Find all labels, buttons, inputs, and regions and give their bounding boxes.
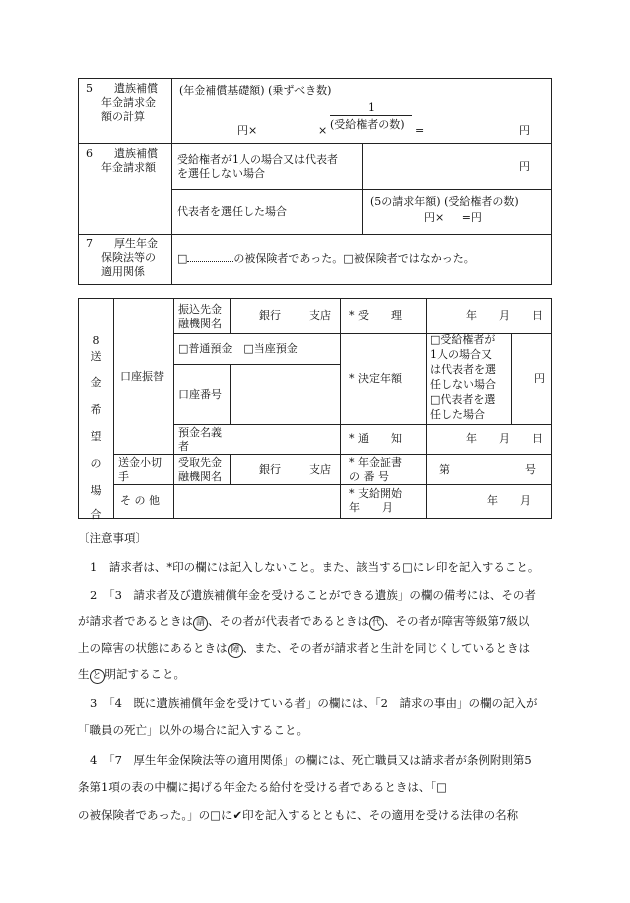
certificate-number-label2: の 番 号 — [349, 470, 389, 483]
t2-col — [230, 364, 231, 424]
deposit-type-options[interactable]: □普通預金 □当座預金 — [178, 342, 298, 355]
t2-row — [173, 364, 340, 365]
single-claimant-line1: 受給権者が1人の場合又は代表者 — [177, 153, 338, 166]
decision-yen: 円 — [534, 372, 545, 385]
note-4-line3: の被保険者であった。」の□に✔印を記入するとともに、その適用を受ける法律の名称 — [78, 808, 519, 822]
calc-header: (年金補償基礎額) (乗ずべき数) — [179, 84, 332, 97]
pension-insurance-statement: □ の被保険者であった。□被保険者ではなかった。 — [177, 252, 475, 265]
receipt-label: * 受 理 — [349, 309, 402, 322]
receipt-date: 年 月 日 — [466, 309, 543, 322]
yen-result: 円 — [519, 124, 530, 137]
circle-mark: 障 — [228, 643, 243, 658]
t2-col — [511, 333, 512, 424]
receiving-bank-label2: 融機関名 — [178, 470, 222, 483]
checkbox-insured[interactable]: □ — [177, 252, 188, 265]
payment-start-label: * 支給開始 — [349, 487, 402, 500]
representative-calc: 円× =円 — [424, 211, 482, 224]
note-2-line3: 上の障害の状態にあるときは 障 、また、その者が請求者と生計を同じくしているときは — [78, 640, 550, 658]
note-1: 1 請求者は、*印の欄には記入しないこと。また、該当する□にレ印を記入すること。 — [90, 560, 540, 574]
t2-col — [426, 298, 427, 519]
payment-start-label2: 年 月 — [349, 501, 393, 514]
table1-col-divider — [171, 78, 172, 285]
remittance-check-label2: 手 — [118, 470, 129, 483]
note-3-line1: 3 「4 既に遺族補償年金を受けている者」の欄には、「2 請求の事由」の欄の記入が — [90, 696, 538, 710]
fraction-numerator: 1 — [368, 101, 375, 114]
notice-date: 年 月 日 — [466, 432, 543, 445]
bank-suffix-2: 銀行 — [259, 463, 281, 476]
law-name-blank[interactable] — [187, 261, 233, 262]
t2-row — [173, 424, 552, 425]
other-label: そ の 他 — [120, 494, 160, 507]
t2-row — [113, 484, 552, 485]
transfer-bank-label2: 融機関名 — [178, 317, 222, 330]
account-number-label: 口座番号 — [178, 388, 222, 401]
account-transfer-label: 口座振替 — [120, 370, 164, 383]
notice-label: * 通 知 — [349, 432, 402, 445]
account-holder-label2: 者 — [178, 440, 189, 453]
certificate-suffix: 号 — [525, 463, 536, 476]
payment-start-date: 年 月 — [487, 494, 531, 507]
t2-col — [230, 454, 231, 484]
t2-col — [230, 298, 231, 333]
table1-row-divider — [78, 143, 552, 144]
receiving-bank-label: 受取先金 — [178, 456, 222, 469]
yen-times: 円× — [237, 124, 258, 137]
note-2-line4: 生 と 明記すること。 — [78, 666, 550, 684]
t2-col — [173, 298, 174, 519]
note-3-line2: 「職員の死亡」以外の場合に記入すること。 — [78, 723, 308, 737]
equals-sign: = — [415, 124, 425, 137]
branch-suffix-2: 支店 — [309, 463, 331, 476]
fraction-denominator: (受給権者の数) — [330, 118, 405, 131]
table1-inner-divider — [362, 143, 363, 234]
times-sign: × — [318, 124, 328, 137]
t2-row — [113, 454, 552, 455]
branch-suffix: 支店 — [309, 309, 331, 322]
single-claimant-line2: を選任しない場合 — [177, 167, 265, 180]
note-2-line1: 2 「3 請求者及び遺族補償年金を受けることができる遺族」の欄の備考には、その者 — [90, 588, 536, 602]
t2-col — [340, 298, 341, 519]
fraction-bar — [330, 115, 412, 116]
notes-title: 〔注意事項〕 — [78, 531, 147, 545]
representative-label: 代表者を選任した場合 — [177, 205, 287, 218]
transfer-bank-label: 振込先金 — [178, 303, 222, 316]
certificate-number-label: * 年金証書 — [349, 456, 402, 469]
bank-suffix: 銀行 — [259, 309, 281, 322]
decision-amount-label: * 決定年額 — [349, 372, 402, 385]
circle-mark: と — [90, 669, 105, 684]
note-4-line1: 4 「7 厚生年金保険法等の適用関係」の欄には、死亡職員又は請求者が条例附則第5 — [90, 753, 532, 767]
note-2-line2: が請求者であるときは 請 、その者が代表者であるときは 代 、その者が障害等級第7級以 — [78, 613, 550, 631]
remittance-check-label: 送金小切 — [118, 456, 162, 469]
representative-header: (5の請求年額) (受給権者の数) — [370, 195, 519, 208]
certificate-prefix: 第 — [439, 463, 450, 476]
account-holder-label: 預金名義 — [178, 426, 222, 439]
t2-col — [113, 298, 114, 519]
note-4-line2: 条第1項の表の中欄に掲げる年金たる給付を受ける者であるときは、「□ — [78, 780, 447, 794]
circle-mark: 代 — [369, 616, 384, 631]
table1-row-divider — [78, 234, 552, 235]
circle-mark: 請 — [193, 616, 208, 631]
single-claimant-yen: 円 — [519, 160, 530, 173]
